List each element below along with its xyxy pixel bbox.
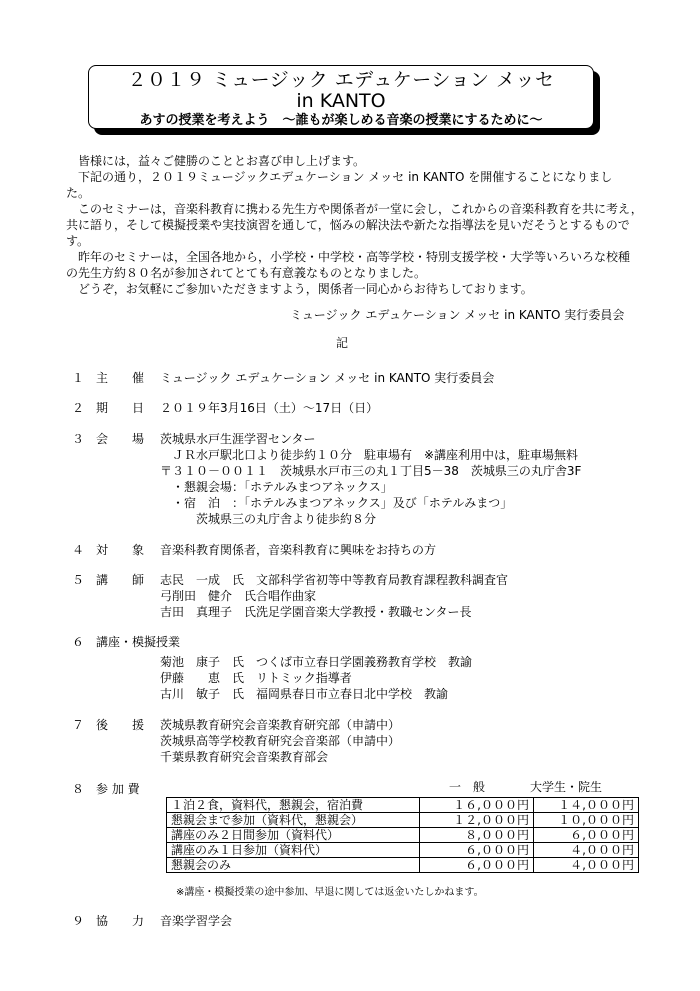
instructor-role: つくば市立春日学園義務教育学校 教諭 [256, 655, 473, 669]
event-subtitle: あすの授業を考えよう ～誰もが楽しめる音楽の授業にするために～ [139, 113, 543, 128]
fee-note: ※講座・模擬授業の途中参加、早退に関しては返金いたしかねます。 [176, 887, 484, 898]
fee-table [166, 797, 639, 873]
instructor-name: 菊池 康子 氏 [160, 655, 245, 669]
support-line: 千葉県教育研究会音楽教育部会 [160, 750, 329, 764]
fee-student: １０,０００円 [534, 813, 639, 828]
section-number: ４ [72, 543, 85, 557]
date-value: ２０１９年3月16日（土）～17日（日） [160, 401, 379, 415]
greeting-line: このセミナーは，音楽科教育に携わる先生方や関係者が一堂に会し，これからの音楽科教育を共に考え， [78, 202, 643, 216]
section-number: ３ [72, 432, 85, 446]
fee-general: １６,０００円 [420, 798, 534, 813]
event-title-location: in KANTO [296, 90, 386, 112]
table-row [167, 843, 639, 858]
lecturer-name: 志民 一成 氏 [160, 573, 245, 587]
support-line: 茨城県高等学校教育研究会音楽部（申請中） [160, 734, 401, 748]
event-title: ２０１９ ミュージック エデュケーション メッセ [127, 69, 555, 91]
fee-item: 懇親会のみ [167, 858, 420, 873]
section-label-workshops: 講座・模擬授業 [96, 635, 181, 649]
greeting-line: 共に語り，そして模擬授業や実技演習を通して，悩みの解決法や新たな指導法を見いだそうとするもので [66, 218, 630, 232]
venue-line: 茨城県三の丸庁舎より徒歩約８分 [196, 512, 377, 526]
cooperation-value: 音楽学習学会 [160, 914, 233, 928]
lecturer-role: 文部科学省初等中等教育局教育課程教科調査官 [256, 573, 509, 587]
instructor-role: リトミック指導者 [256, 671, 352, 685]
section-number: ９ [72, 914, 85, 928]
lecturer-name: 弓削田 健介 氏 [160, 589, 257, 603]
section-number: ２ [72, 401, 85, 415]
section-label-organizer: 主 催 [96, 371, 145, 385]
venue-line: ・宿 泊 ：「ホテルみまつアネックス」及び「ホテルみまつ」 [172, 496, 513, 510]
section-label-venue: 会 場 [96, 432, 145, 446]
fee-general: １２,０００円 [420, 813, 534, 828]
support-line: 茨城県教育研究会音楽教育研究部（申請中） [160, 718, 401, 732]
section-number: ５ [72, 573, 85, 587]
committee-signature: ミュージック エデュケーション メッセ in KANTO 実行委員会 [290, 308, 625, 322]
greeting-line: 皆様には，益々ご健勝のこととお喜び申し上げます。 [78, 154, 366, 168]
venue-line: ＪＲ水戸駅北口より徒歩約１０分 駐車場有 ※講座利用中は，駐車場無料 [172, 448, 579, 462]
fee-header-student: 大学生・院生 [530, 780, 603, 794]
fee-student: ４,０００円 [534, 843, 639, 858]
lecturer-role: 洗足学園音楽大学教授・教職センター長 [256, 605, 472, 619]
ki-heading: 記 [336, 336, 349, 350]
fee-general: ８,０００円 [420, 828, 534, 843]
title-box [88, 65, 594, 129]
fee-general: ６,０００円 [420, 858, 534, 873]
fee-item: 懇親会まで参加（資料代，懇親会） [167, 813, 420, 828]
fee-item: 講座のみ１日参加（資料代） [167, 843, 420, 858]
greeting-line: す。 [66, 234, 90, 248]
greeting-line: の先生方約８０名が参加されてとても有意義なものとなりました。 [66, 266, 427, 280]
target-value: 音楽科教育関係者，音楽科教育に興味をお持ちの方 [160, 543, 437, 557]
table-row [167, 858, 639, 873]
fee-item: １泊２食，資料代，懇親会，宿泊費 [167, 798, 420, 813]
greeting-line: た。 [66, 186, 91, 200]
venue-line: 〒３１０－００１１ 茨城県水戸市三の丸１丁目5－38 茨城県三の丸庁舎3F [160, 464, 582, 478]
section-number: ６ [72, 635, 85, 649]
instructor-name: 伊藤 恵 氏 [160, 671, 245, 685]
section-number: ８ [72, 782, 85, 796]
instructor-role: 福岡県春日市立春日北中学校 教諭 [256, 687, 449, 701]
greeting-line: 下記の通り，２０１９ミュージックエデュケーション メッセ in KANTO を開催することになりまし [78, 170, 613, 184]
lecturer-name: 吉田 真理子 氏 [160, 605, 257, 619]
section-label-support: 後 援 [96, 718, 145, 732]
section-label-date: 期 日 [96, 401, 145, 415]
fee-student: ６,０００円 [534, 828, 639, 843]
fee-student: １４,０００円 [534, 798, 639, 813]
greeting-line: 昨年のセミナーは，全国各地から，小学校・中学校・高等学校・特別支援学校・大学等いろいろな校種 [78, 250, 631, 264]
lecturer-role: 合唱作曲家 [256, 589, 317, 603]
fee-item: 講座のみ２日間参加（資料代） [167, 828, 420, 843]
table-row [167, 828, 639, 843]
section-number: １ [72, 371, 85, 385]
organizer-value: ミュージック エデュケーション メッセ in KANTO 実行委員会 [160, 371, 495, 385]
fee-header-general: 一 般 [449, 780, 486, 794]
venue-line: 茨城県水戸生涯学習センター [160, 432, 316, 446]
instructor-name: 古川 敏子 氏 [160, 687, 245, 701]
table-row [167, 813, 639, 828]
table-row [167, 798, 639, 813]
section-label-lecturers: 講 師 [96, 573, 145, 587]
venue-line: ・懇親会場：「ホテルみまつアネックス」 [172, 480, 393, 494]
section-number: ７ [72, 718, 85, 732]
section-label-cooperation: 協 力 [96, 914, 145, 928]
section-label-fees: 参 加 費 [96, 782, 140, 796]
fee-student: ４,０００円 [534, 858, 639, 873]
section-label-target: 対 象 [96, 543, 145, 557]
greeting-line: どうぞ，お気軽にご参加いただきますよう，関係者一同心からお待ちしております。 [78, 282, 533, 296]
fee-general: ６,０００円 [420, 843, 534, 858]
